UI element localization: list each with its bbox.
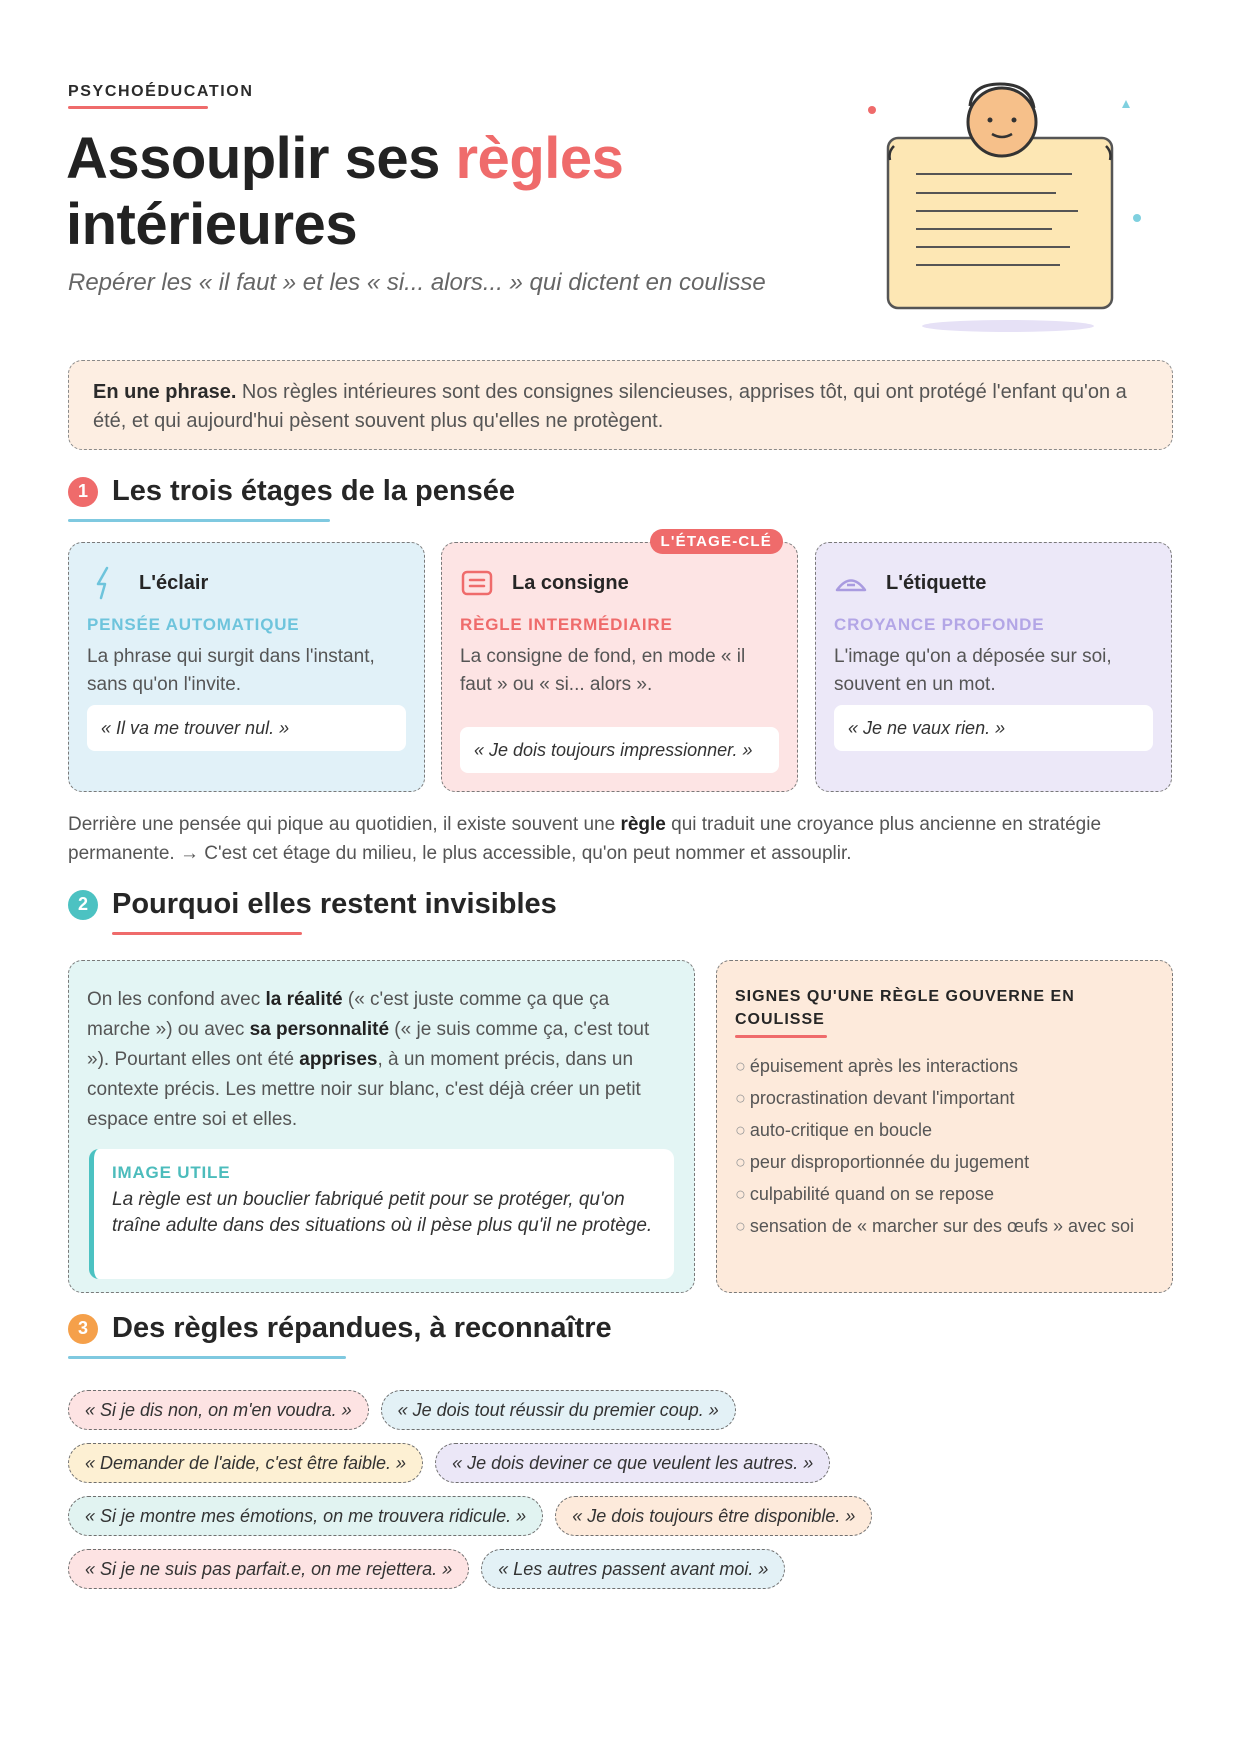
- para-bold-1: la réalité: [265, 989, 343, 1010]
- rule-chips: [68, 1390, 1168, 1602]
- section2-heading: [68, 888, 557, 921]
- card-consigne-quote: « Je dois toujours impressionner. »: [460, 727, 779, 773]
- card-etiquette-quote: « Je ne vaux rien. »: [834, 705, 1153, 751]
- signs-title: SIGNES QU'UNE RÈGLE GOUVERNE EN COULISSE: [735, 988, 1075, 1028]
- rule-chip: « Je dois toujours être disponible. »: [555, 1496, 872, 1536]
- section2-underline: [112, 932, 302, 935]
- sign-text: auto-critique en boucle: [749, 1120, 932, 1140]
- section1-title: Les trois étages de la pensée: [112, 475, 515, 507]
- para-text-4: , à un moment précis, dans un contexte précis. Les mettre noir sur blanc, c'est déjà créer un petit espace entre soi et elles.: [87, 1049, 641, 1130]
- section3-number: 3: [68, 1314, 98, 1344]
- invisible-explanation-box: [68, 960, 695, 1293]
- section1-underline: [68, 519, 330, 522]
- section1-heading: [68, 475, 515, 508]
- list-item: ○ sensation de « marcher sur des œufs » avec soi: [735, 1216, 1135, 1236]
- sign-text: peur disproportionnée du jugement: [749, 1152, 1030, 1172]
- rule-chip: « Les autres passent avant moi. »: [481, 1549, 785, 1589]
- title-accent: règles: [455, 126, 624, 191]
- page-title: [66, 126, 766, 258]
- card-consigne: [441, 533, 798, 792]
- rule-chip: « Si je dis non, on m'en voudra. »: [68, 1390, 369, 1430]
- card-eclair-desc: La phrase qui surgit dans l'instant, sans qu'on l'invite.: [87, 646, 375, 695]
- rule-chip: « Je dois deviner ce que veulent les autres. »: [435, 1443, 830, 1483]
- useful-image-callout: [89, 1149, 674, 1279]
- card-eclair-kicker: PENSÉE AUTOMATIQUE: [87, 615, 300, 634]
- useful-text: La règle est un bouclier fabriqué petit pour se protéger, qu'on traîne adulte dans des situations où il pèse plus qu'il ne protège.: [112, 1189, 653, 1236]
- para-text-3: (« je suis comme ça, c'est tout »). Pourtant elles ont été: [87, 1019, 650, 1070]
- key-level-badge: L'ÉTAGE-CLÉ: [650, 529, 783, 554]
- sign-text: procrastination devant l'important: [749, 1088, 1015, 1108]
- card-eclair-quote: « Il va me trouver nul. »: [87, 705, 406, 751]
- rule-chip: « Si je montre mes émotions, on me trouvera ridicule. »: [68, 1496, 543, 1536]
- section2-title: Pourquoi elles restent invisibles: [112, 888, 557, 920]
- card-consigne-kicker: RÈGLE INTERMÉDIAIRE: [460, 615, 673, 634]
- rule-chip: « Demander de l'aide, c'est être faible. »: [68, 1443, 423, 1483]
- para-bold-2: sa personnalité: [249, 1019, 390, 1040]
- card-consigne-desc: La consigne de fond, en mode « il faut » ou « si... alors ».: [460, 646, 746, 695]
- sign-text: culpabilité quand on se repose: [749, 1184, 995, 1204]
- card-eclair-title: L'éclair: [139, 571, 209, 594]
- sign-text: épuisement après les interactions: [749, 1056, 1019, 1076]
- explain-part1: Derrière une pensée qui pique au quotidien, il existe souvent une: [68, 814, 621, 835]
- summary-box: [68, 360, 1173, 450]
- page-subtitle: Repérer les « il faut » et les « si... alors... » qui dictent en coulisse: [68, 269, 766, 296]
- explain-part2: qui traduit une croyance plus ancienne en stratégie permanente. → C'est cet étage du milieu, le plus accessible, qu'on peut nommer et assouplir.: [68, 814, 1102, 864]
- section3-underline: [68, 1356, 346, 1359]
- para-text-1: On les confond avec: [87, 989, 266, 1010]
- foundation-icon: [834, 566, 868, 600]
- notepad-character-illustration: [860, 80, 1160, 340]
- signs-underline: [735, 1035, 827, 1038]
- section3-heading: [68, 1312, 612, 1345]
- title-part1: Assouplir ses: [66, 126, 456, 191]
- list-item: ○ auto-critique en boucle: [735, 1120, 932, 1140]
- list-item: ○ épuisement après les interactions: [735, 1056, 1019, 1076]
- card-consigne-title: La consigne: [512, 571, 629, 594]
- list-item: ○ culpabilité quand on se repose: [735, 1184, 995, 1204]
- eyebrow-underline: [68, 106, 208, 109]
- para-text-2: (« c'est juste comme ça que ça marche ») ou avec: [87, 989, 610, 1040]
- card-etiquette-title: L'étiquette: [886, 571, 987, 594]
- signs-list: [735, 1052, 1154, 1240]
- card-etiquette-desc: L'image qu'on a déposée sur soi, souvent en un mot.: [834, 646, 1112, 695]
- rule-chip: « Je dois tout réussir du premier coup. »: [381, 1390, 736, 1430]
- summary-text: Nos règles intérieures sont des consignes silencieuses, apprises tôt, qui ont protégé l'enfant qu'on a été, et qui aujourd'hui pèsent souvent plus qu'elles ne protègent.: [93, 381, 1127, 432]
- invisible-paragraph: [87, 985, 676, 1135]
- section2-number: 2: [68, 890, 98, 920]
- lightning-icon: [87, 566, 121, 600]
- signs-box: [716, 960, 1173, 1293]
- sign-text: sensation de « marcher sur des œufs » avec soi: [749, 1216, 1135, 1236]
- summary-lead: En une phrase.: [93, 381, 237, 403]
- eyebrow-label: PSYCHOÉDUCATION: [68, 83, 254, 100]
- card-eclair: [68, 542, 425, 792]
- list-box-icon: [460, 566, 494, 600]
- list-item: ○ procrastination devant l'important: [735, 1088, 1015, 1108]
- explain-bold: règle: [620, 814, 666, 835]
- section1-number: 1: [68, 477, 98, 507]
- rule-chip: « Si je ne suis pas parfait.e, on me rejettera. »: [68, 1549, 469, 1589]
- para-bold-3: apprises: [299, 1049, 378, 1070]
- section3-title: Des règles répandues, à reconnaître: [112, 1312, 612, 1344]
- title-part2: intérieures: [66, 192, 358, 257]
- useful-kicker: IMAGE UTILE: [112, 1163, 231, 1182]
- card-etiquette: [815, 542, 1172, 792]
- list-item: ○ peur disproportionnée du jugement: [735, 1152, 1030, 1172]
- card-etiquette-kicker: CROYANCE PROFONDE: [834, 615, 1045, 634]
- section1-explanation: [68, 810, 1173, 868]
